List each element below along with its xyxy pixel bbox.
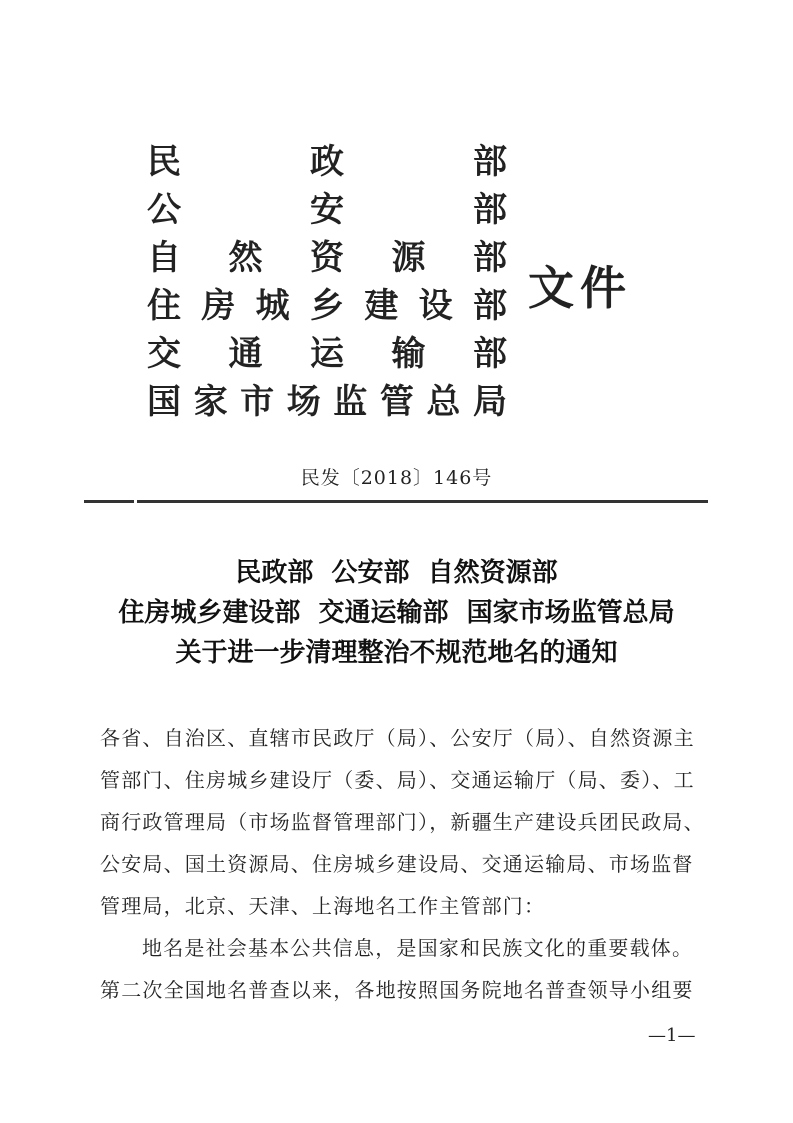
text-line: 各省、自治区、直辖市民政厅（局）、公安厅（局）、自然资源主 bbox=[100, 726, 695, 750]
separator-rule-short bbox=[84, 500, 134, 503]
title-line: 关于进一步清理整治不规范地名的通知 bbox=[175, 638, 618, 668]
issuer-transport: 交 通 运 输 部 bbox=[147, 334, 507, 374]
document-label: 文件 bbox=[528, 261, 632, 315]
text-line: 商行政管理局（市场监督管理部门），新疆生产建设兵团民政局、 bbox=[100, 810, 705, 834]
text-line: 公安局、国土资源局、住房城乡建设局、交通运输局、市场监督 bbox=[100, 852, 694, 876]
issuer-market-regulation: 国 家 市 场 监 管 总 局 bbox=[147, 382, 507, 422]
body-paragraph bbox=[100, 927, 700, 1011]
issuer-civil-affairs: 民 政 部 bbox=[147, 142, 507, 182]
text-line: 管部门、住房城乡建设厅（委、局）、交通运输厅（局、委）、工 bbox=[100, 768, 695, 792]
issuing-agencies bbox=[146, 138, 508, 426]
addressee-paragraph bbox=[100, 717, 705, 927]
document-body bbox=[100, 717, 705, 1011]
issuer-natural-resources: 自 然 资 源 部 bbox=[147, 238, 507, 278]
page-number: —1— bbox=[648, 1025, 696, 1046]
issuer-housing: 住 房 城 乡 建 设 部 bbox=[147, 286, 507, 326]
issuer-public-security: 公 安 部 bbox=[147, 190, 507, 230]
text-line: 管理局，北京、天津、上海地名工作主管部门： bbox=[100, 894, 546, 918]
text-line: 第二次全国地名普查以来，各地按照国务院地名普查领导小组要 bbox=[100, 978, 694, 1002]
separator-rule bbox=[137, 500, 708, 503]
text-line: 地名是社会基本公共信息，是国家和民族文化的重要载体。 bbox=[142, 936, 694, 960]
document-title bbox=[0, 553, 793, 673]
title-line: 民政部 公安部 自然资源部 bbox=[235, 558, 558, 588]
document-number: 民发〔2018〕146号 bbox=[300, 467, 493, 489]
title-line: 住房城乡建设部 交通运输部 国家市场监管总局 bbox=[118, 598, 675, 628]
